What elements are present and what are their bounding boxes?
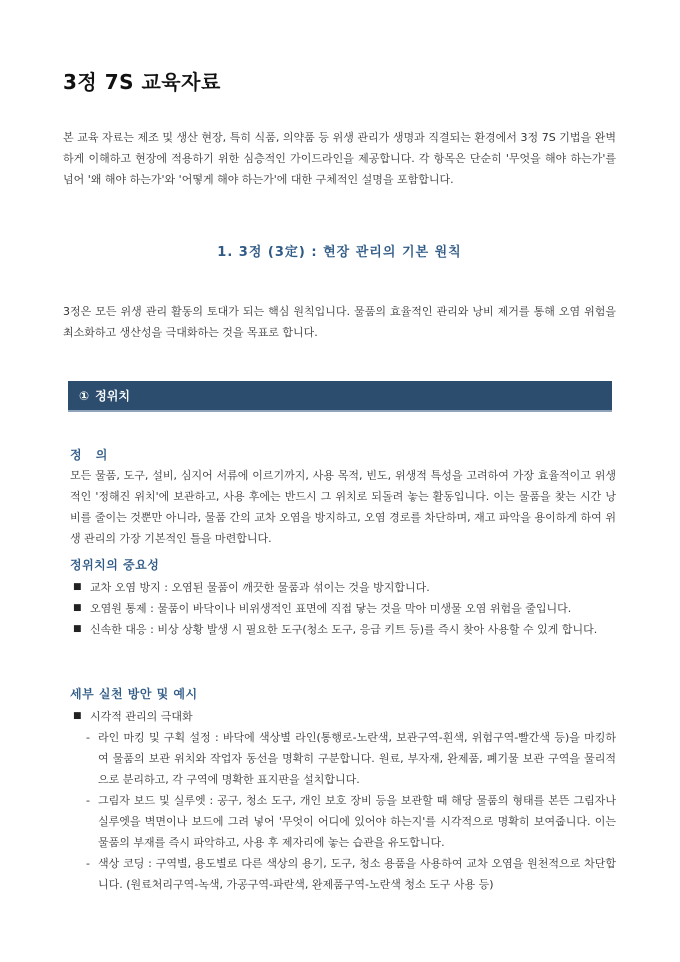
sublist-item-text: 그림자 보드 및 실루엣 : 공구, 청소 도구, 개인 보호 장비 등을 보관할 때 해당 물품의 형태를 본뜬 그림자나 실루엣을 벽면이나 보드에 그려 넣어 '무엇이 어디에 있어야 하는지'를 시각적으로 명확히 보여줍니다. 이는 물품의 부재를 즉시 파악하고, 사용 후 제자리에 놓는 습관을 유도합니다. xyxy=(98,794,616,849)
banner-number: ① xyxy=(79,388,90,403)
list-item-text: 교차 오염 방지 : 오염된 물품이 깨끗한 물품과 섞이는 것을 방지합니다. xyxy=(90,581,430,594)
definition-paragraph: 모든 물품, 도구, 설비, 심지어 서류에 이르기까지, 사용 목적, 빈도, 위생적 특성을 고려하여 가장 효율적이고 위생적인 '정해진 위치'에 보관하고, 사용 후에는 반드시 그 위치로 되돌려 놓는 활동입니다. 이는 물품을 찾는 시간 낭비를 줄이는 것뿐만 아니라, 물품 간의 교차 오염을 방지하고, 오염 경로를 차단하며, 재고 파악을 용이하게 하여 위생 관리의 가장 기본적인 틀을 마련합니다. xyxy=(70,469,616,545)
sublist-item-text: 색상 코딩 : 구역별, 용도별로 다른 색상의 용기, 도구, 청소 용품을 사용하여 교차 오염을 원천적으로 차단합니다. (원료처리구역-녹색, 가공구역-파란색, 완제품구역-노란색 청소 도구 사용 등) xyxy=(98,857,616,891)
list-item xyxy=(70,577,616,598)
square-bullet-icon: ■ xyxy=(73,711,82,721)
dash-bullet-icon: - xyxy=(86,794,90,807)
details-sublist xyxy=(78,727,616,895)
dash-bullet-icon: - xyxy=(86,857,90,870)
square-bullet-icon: ■ xyxy=(73,624,82,634)
details-heading: 세부 실천 방안 및 예시 xyxy=(70,687,198,701)
list-item-text: 오염원 통제 : 물품이 바닥이나 비위생적인 표면에 직접 닿는 것을 막아 미생물 오염 위험을 줄입니다. xyxy=(90,602,572,615)
square-bullet-icon: ■ xyxy=(73,582,82,592)
list-item xyxy=(70,598,616,619)
dash-bullet-icon: - xyxy=(86,731,90,744)
list-item xyxy=(70,706,616,727)
list-item-text: 신속한 대응 : 비상 상황 발생 시 필요한 도구(청소 도구, 응급 키트 등)를 즉시 찾아 사용할 수 있게 합니다. xyxy=(90,623,598,636)
importance-list xyxy=(70,577,616,640)
banner-label: 정위치 xyxy=(95,389,130,403)
list-item xyxy=(70,619,616,640)
document-title: 3정 7S 교육자료 xyxy=(63,70,221,94)
sublist-item xyxy=(78,727,616,790)
importance-heading: 정위치의 중요성 xyxy=(70,558,160,572)
section-intro-paragraph: 3정은 모든 위생 관리 활동의 토대가 되는 핵심 원칙입니다. 물품의 효율적인 관리와 낭비 제거를 통해 오염 위험을 최소화하고 생산성을 극대화하는 것을 목표로 합니다. xyxy=(63,305,616,339)
sublist-item-text: 라인 마킹 및 구획 설정 : 바닥에 색상별 라인(통행로-노란색, 보관구역-흰색, 위험구역-빨간색 등)을 마킹하여 물품의 보관 위치와 작업자 동선을 명확히 구분합니다. 원료, 부자재, 완제품, 폐기물 보관 구역을 물리적으로 분리하고, 각 구역에 명확한 표지판을 설치합니다. xyxy=(98,731,616,786)
sublist-item xyxy=(78,790,616,853)
definition-heading: 정 의 xyxy=(70,448,113,462)
item-banner xyxy=(68,381,612,412)
details-list xyxy=(70,706,616,727)
list-item-text: 시각적 관리의 극대화 xyxy=(90,710,193,723)
intro-paragraph: 본 교육 자료는 제조 및 생산 현장, 특히 식품, 의약품 등 위생 관리가 생명과 직결되는 환경에서 3정 7S 기법을 완벽하게 이해하고 현장에 적용하기 위한 심층적인 가이드라인을 제공합니다. 각 항목은 단순히 '무엇을 해야 하는가'를 넘어 '왜 해야 하는가'와 '어떻게 해야 하는가'에 대한 구체적인 설명을 포함합니다. xyxy=(63,131,616,186)
section-heading: 1. 3정 (3定) : 현장 관리의 기본 원칙 xyxy=(217,245,462,260)
square-bullet-icon: ■ xyxy=(73,603,82,613)
sublist-item xyxy=(78,853,616,895)
